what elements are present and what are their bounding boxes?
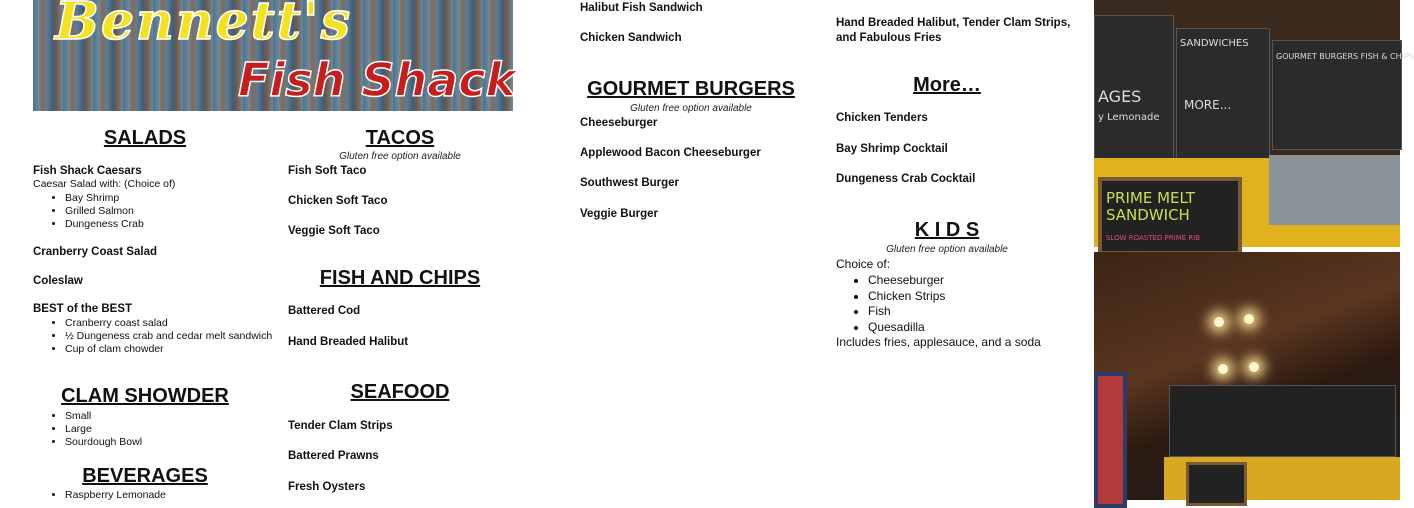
fish-and-chips-heading: FISH AND CHIPS bbox=[319, 267, 481, 289]
menu-item: Cheeseburger bbox=[580, 117, 658, 129]
gluten-free-note: Gluten free option available bbox=[630, 103, 752, 114]
menu-item: Hand Breaded Halibut bbox=[288, 336, 409, 348]
menu-item: Fish Soft Taco bbox=[288, 165, 367, 177]
menu-item: Battered Cod bbox=[288, 305, 361, 317]
clam-chowder-heading: CLAM SHOWDER bbox=[61, 385, 229, 407]
menu-item: Halibut Fish Sandwich bbox=[580, 2, 703, 14]
menu-item: Applewood Bacon Cheeseburger bbox=[580, 147, 761, 159]
chalk-text: y Lemonade bbox=[1098, 112, 1160, 123]
list-item: • Raspberry Lemonade bbox=[65, 489, 166, 502]
menu-item: Chicken Sandwich bbox=[580, 32, 682, 44]
beverages-heading: BEVERAGES bbox=[82, 465, 208, 487]
menu-item: Fish Shack Caesars bbox=[33, 165, 142, 177]
salads-heading: SALADS bbox=[103, 127, 187, 149]
beverage-list bbox=[33, 489, 166, 502]
menu-item: Southwest Burger bbox=[580, 177, 680, 189]
list-item: • Dungeness Crab bbox=[65, 218, 144, 231]
chalk-text: GOURMET BURGERS FISH & CHIPS bbox=[1276, 52, 1414, 61]
menu-item: Chicken Soft Taco bbox=[288, 195, 388, 207]
menu-board-photo bbox=[1094, 0, 1414, 247]
kids-footer: Includes fries, applesauce, and a soda bbox=[836, 335, 1041, 349]
menu-item: Battered Prawns bbox=[288, 450, 379, 462]
menu-item: Bay Shrimp Cocktail bbox=[836, 143, 948, 155]
list-item: • ½ Dungeness crab and cedar melt sandwich bbox=[65, 330, 272, 343]
kids-options bbox=[836, 273, 945, 336]
list-item: • Quesadilla bbox=[868, 320, 945, 336]
logo-text-fish-shack: Fish Shack bbox=[238, 53, 517, 107]
combo-line-2: and Fabulous Fries bbox=[836, 32, 942, 44]
menu-item: BEST of the BEST bbox=[33, 303, 133, 315]
menu-item: Veggie Burger bbox=[580, 208, 658, 220]
gluten-free-note: Gluten free option available bbox=[339, 151, 461, 162]
list-item: • Cranberry coast salad bbox=[65, 317, 272, 330]
list-item: • Cup of clam chowder bbox=[65, 343, 272, 356]
chalk-text: MORE... bbox=[1184, 98, 1232, 112]
gourmet-burgers-heading: GOURMET BURGERS bbox=[587, 78, 795, 100]
caesar-options bbox=[33, 192, 144, 231]
menu-item: Cranberry Coast Salad bbox=[33, 246, 157, 258]
chalk-text: PRIME MELT SANDWICH bbox=[1106, 189, 1195, 224]
list-item: • Chicken Strips bbox=[868, 289, 945, 305]
chalk-text: AGES bbox=[1098, 87, 1142, 106]
chalk-text: SANDWICHES bbox=[1180, 38, 1249, 49]
combo-line-1: Hand Breaded Halibut, Tender Clam Strips, bbox=[836, 17, 1071, 29]
list-item: • Large bbox=[65, 423, 142, 436]
gluten-free-note: Gluten free option available bbox=[886, 244, 1008, 255]
list-item: • Sourdough Bowl bbox=[65, 436, 142, 449]
best-items bbox=[33, 317, 272, 356]
tacos-heading: TACOS bbox=[365, 127, 435, 149]
list-item: • Small bbox=[65, 410, 142, 423]
menu-item: Chicken Tenders bbox=[836, 112, 928, 124]
chowder-sizes bbox=[33, 410, 142, 449]
chalk-text: SLOW ROASTED PRIME RIB bbox=[1106, 234, 1201, 242]
list-item: • Cheeseburger bbox=[868, 273, 945, 289]
kids-intro: Choice of: bbox=[836, 257, 891, 271]
logo-text-bennetts: Bennett's bbox=[55, 0, 352, 52]
menu-item: Tender Clam Strips bbox=[288, 420, 393, 432]
more-heading: More… bbox=[913, 74, 981, 96]
item-description: Caesar Salad with: (Choice of) bbox=[33, 178, 176, 190]
seafood-heading: SEAFOOD bbox=[350, 381, 450, 403]
kids-heading: K I D S bbox=[914, 219, 980, 241]
list-item: • Bay Shrimp bbox=[65, 192, 144, 205]
menu-item: Dungeness Crab Cocktail bbox=[836, 173, 976, 185]
restaurant-interior-photo bbox=[1094, 252, 1400, 500]
list-item: • Fish bbox=[868, 304, 945, 320]
menu-item: Veggie Soft Taco bbox=[288, 225, 380, 237]
list-item: • Grilled Salmon bbox=[65, 205, 144, 218]
restaurant-logo bbox=[33, 0, 517, 111]
menu-item: Fresh Oysters bbox=[288, 481, 366, 493]
menu-item: Coleslaw bbox=[33, 275, 83, 287]
